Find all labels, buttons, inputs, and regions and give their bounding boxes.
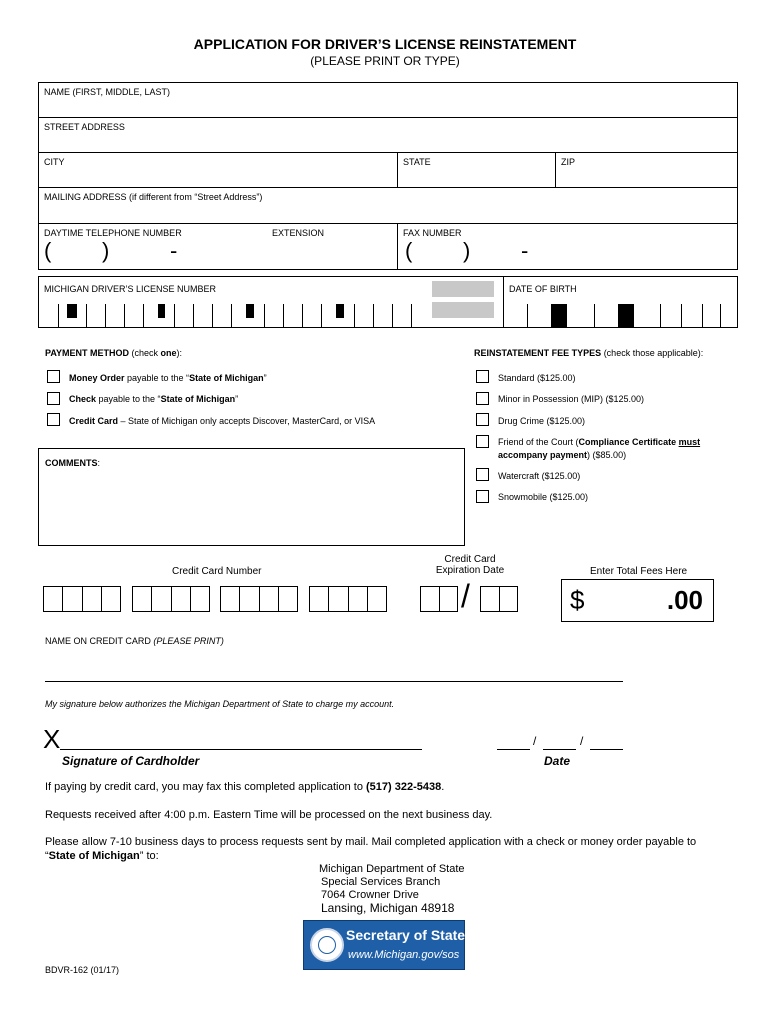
signature-label: Signature of Cardholder [62, 754, 200, 768]
date-of-birth-label: DATE OF BIRTH [509, 284, 577, 294]
expiration-year[interactable] [480, 586, 518, 612]
expiration-slash: / [461, 578, 470, 614]
cents-label: .00 [666, 585, 703, 615]
watercraft-checkbox[interactable] [476, 468, 489, 481]
mail-instructions-line2: “State of Michigan” to: [45, 850, 159, 862]
address-line-4: Lansing, Michigan 48918 [321, 901, 455, 915]
expiration-month[interactable] [420, 586, 458, 612]
check-label: Check payable to the “State of Michigan” [69, 394, 239, 404]
city-field[interactable] [38, 152, 397, 187]
signature-x: X [43, 724, 61, 754]
seal-icon [310, 928, 344, 962]
standard-label: Standard ($125.00) [498, 373, 576, 383]
watercraft-label: Watercraft ($125.00) [498, 471, 581, 481]
friend-of-court-label-line2: accompany payment) ($85.00) [498, 450, 627, 460]
name-on-card-label: NAME ON CREDIT CARD (PLEASE PRINT) [45, 636, 224, 646]
address-line-1: Michigan Department of State [319, 863, 465, 875]
friend-of-court-label: Friend of the Court (Compliance Certificate must [498, 437, 701, 447]
standard-checkbox[interactable] [476, 370, 489, 383]
total-fees-label: Enter Total Fees Here [590, 566, 688, 577]
address-line-2: Special Services Branch [321, 876, 441, 888]
authorization-text: My signature below authorizes the Michigan Department of State to charge my account. [45, 699, 395, 709]
money-order-label: Money Order payable to the “State of Michigan” [69, 373, 267, 383]
fee-types-heading: REINSTATEMENT FEE TYPES (check those applicable): [474, 348, 704, 358]
card-number-group-3[interactable] [220, 586, 298, 612]
snowmobile-label: Snowmobile ($125.00) [498, 492, 589, 502]
total-fees-field[interactable] [561, 579, 714, 622]
payment-method-heading: PAYMENT METHOD (check one): [45, 348, 183, 358]
street-address-label: STREET ADDRESS [44, 122, 125, 132]
date-day-line[interactable] [543, 749, 576, 750]
state-label: STATE [403, 157, 431, 167]
date-slash-2: / [580, 734, 584, 748]
phone-dash: - [170, 238, 178, 263]
fax-field[interactable] [397, 223, 738, 270]
street-address-field[interactable] [38, 117, 738, 152]
phone-paren-close: ) [102, 238, 110, 263]
credit-card-label: Credit Card – State of Michigan only accepts Discover, MasterCard, or VISA [69, 416, 376, 426]
fax-paren-open: ( [405, 238, 413, 263]
money-order-checkbox[interactable] [47, 370, 60, 383]
card-number-group-2[interactable] [132, 586, 210, 612]
date-label: Date [544, 754, 571, 768]
license-shaded-cell [432, 281, 494, 297]
logo-title: Secretary of State [346, 927, 466, 943]
page-title: APPLICATION FOR DRIVER’S LICENSE REINSTATEMENT [193, 36, 577, 52]
secretary-of-state-logo [303, 920, 465, 970]
card-number-group-4[interactable] [309, 586, 387, 612]
mip-checkbox[interactable] [476, 392, 489, 405]
extension-label: EXTENSION [272, 228, 325, 238]
credit-card-checkbox[interactable] [47, 413, 60, 426]
date-month-line[interactable] [497, 749, 530, 750]
check-checkbox[interactable] [47, 392, 60, 405]
drug-crime-checkbox[interactable] [476, 413, 489, 426]
snowmobile-checkbox[interactable] [476, 490, 489, 503]
logo-url: www.Michigan.gov/sos [348, 949, 460, 961]
mip-label: Minor in Possession (MIP) ($125.00) [498, 394, 645, 404]
mailing-address-field[interactable] [38, 187, 738, 223]
daytime-phone-label: DAYTIME TELEPHONE NUMBER [44, 228, 182, 238]
requests-notice: Requests received after 4:00 p.m. Eastern Time will be processed on the next business day. [45, 809, 493, 821]
form-id: BDVR-162 (01/17) [45, 965, 120, 975]
name-label: NAME (FIRST, MIDDLE, LAST) [44, 87, 171, 97]
city-label: CITY [44, 157, 65, 167]
drug-crime-label: Drug Crime ($125.00) [498, 416, 586, 426]
name-on-card-line[interactable] [45, 681, 623, 682]
signature-line[interactable] [60, 749, 422, 750]
friend-of-court-checkbox[interactable] [476, 435, 489, 448]
state-field[interactable] [397, 152, 555, 187]
comments-field[interactable] [38, 448, 465, 546]
mailing-address-label: MAILING ADDRESS (if different from “Street Address”) [44, 192, 263, 202]
date-year-line[interactable] [590, 749, 623, 750]
fax-paren-close: ) [463, 238, 471, 263]
zip-label: ZIP [561, 157, 576, 167]
extension-field[interactable] [268, 223, 397, 270]
license-shaded-cell-2 [432, 302, 494, 318]
zip-field[interactable] [555, 152, 738, 187]
phone-paren-open: ( [44, 238, 52, 263]
fax-label: FAX NUMBER [403, 228, 462, 238]
fax-instructions: If paying by credit card, you may fax this completed application to (517) 322-5438. [45, 781, 445, 793]
date-slash-1: / [533, 734, 537, 748]
fax-dash: - [521, 238, 529, 263]
license-number-field[interactable] [38, 276, 430, 328]
license-number-label: MICHIGAN DRIVER’S LICENSE NUMBER [44, 284, 217, 294]
daytime-phone-field[interactable] [38, 223, 268, 270]
mail-instructions-line1: Please allow 7-10 business days to process requests sent by mail. Mail completed application with a check or money order payable to [45, 836, 697, 848]
page-subtitle: (PLEASE PRINT OR TYPE) [310, 54, 460, 68]
dollar-sign: $ [570, 585, 585, 615]
address-line-3: 7064 Crowner Drive [321, 889, 419, 901]
expiration-date-label: Credit Card Expiration Date [435, 554, 505, 576]
card-number-group-1[interactable] [43, 586, 121, 612]
name-field[interactable] [38, 82, 738, 117]
credit-card-number-label: Credit Card Number [172, 566, 262, 577]
comments-label: COMMENTS: [45, 458, 101, 468]
